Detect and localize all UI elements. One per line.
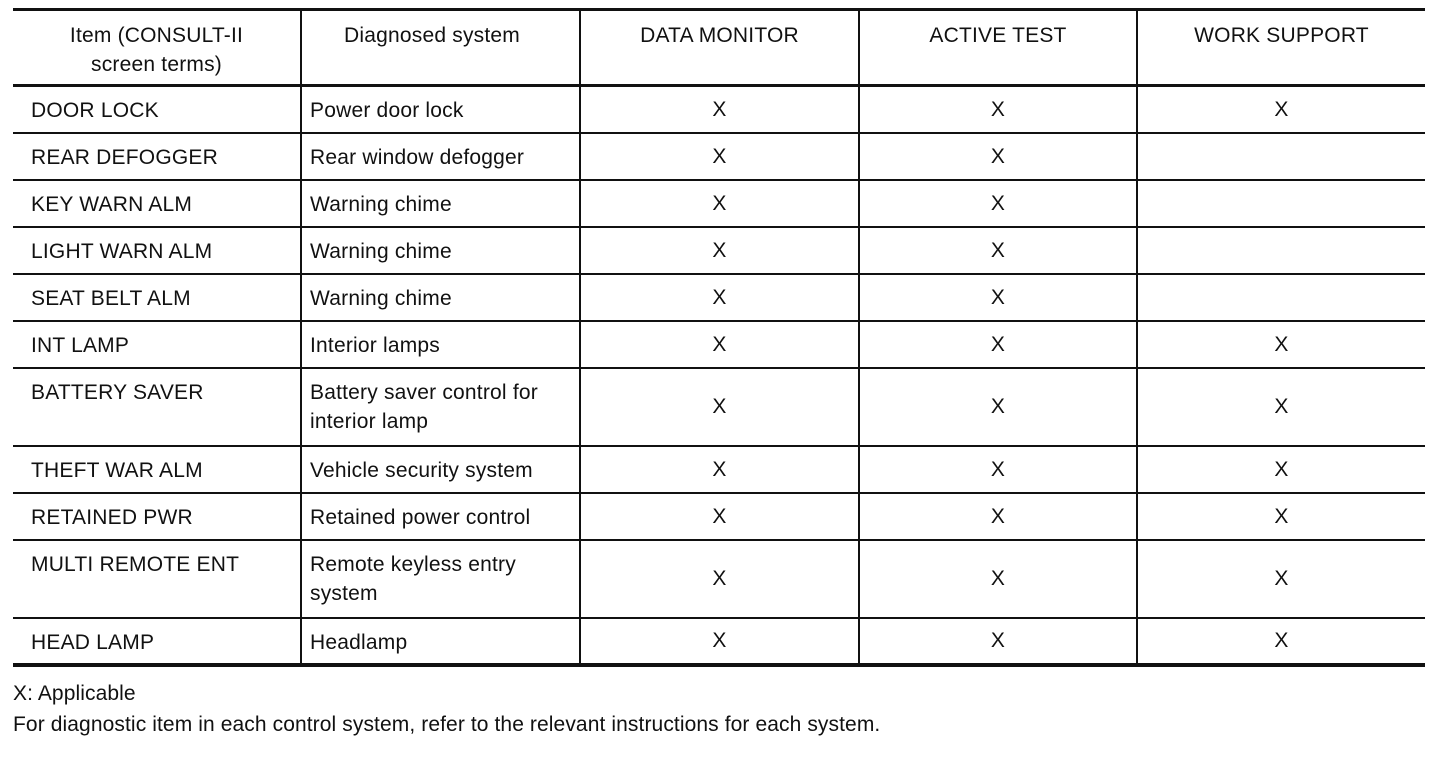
data-monitor-cell: X xyxy=(580,321,859,368)
system-cell: Battery saver control for interior lamp xyxy=(301,368,580,446)
data-monitor-cell: X xyxy=(580,133,859,180)
active-test-cell: X xyxy=(859,368,1137,446)
data-monitor-cell: X xyxy=(580,540,859,618)
active-test-cell: X xyxy=(859,86,1137,133)
item-cell: MULTI REMOTE ENT xyxy=(13,540,301,618)
table-row xyxy=(13,540,1425,618)
active-test-cell: X xyxy=(859,446,1137,493)
work-support-cell: X xyxy=(1137,86,1425,133)
system-cell: Warning chime xyxy=(301,227,580,274)
item-cell: KEY WARN ALM xyxy=(13,180,301,227)
table-row xyxy=(13,321,1425,368)
data-monitor-cell: X xyxy=(580,86,859,133)
data-monitor-cell: X xyxy=(580,227,859,274)
applicable-legend: X: Applicable xyxy=(13,681,136,705)
header-data-monitor: DATA MONITOR xyxy=(580,10,859,86)
work-support-cell: X xyxy=(1137,493,1425,540)
document-page xyxy=(13,8,1425,740)
item-cell: DOOR LOCK xyxy=(13,86,301,133)
system-cell: Warning chime xyxy=(301,274,580,321)
table-row xyxy=(13,86,1425,133)
system-cell: Warning chime xyxy=(301,180,580,227)
table-row xyxy=(13,180,1425,227)
item-cell: INT LAMP xyxy=(13,321,301,368)
work-support-cell: X xyxy=(1137,618,1425,665)
item-cell: REAR DEFOGGER xyxy=(13,133,301,180)
system-cell: Power door lock xyxy=(301,86,580,133)
work-support-cell xyxy=(1137,180,1425,227)
data-monitor-cell: X xyxy=(580,618,859,665)
table-row xyxy=(13,133,1425,180)
work-support-cell: X xyxy=(1137,540,1425,618)
system-cell: Vehicle security system xyxy=(301,446,580,493)
item-cell: BATTERY SAVER xyxy=(13,368,301,446)
header-active-test: ACTIVE TEST xyxy=(859,10,1137,86)
active-test-cell: X xyxy=(859,133,1137,180)
data-monitor-cell: X xyxy=(580,446,859,493)
active-test-cell: X xyxy=(859,618,1137,665)
system-cell: Headlamp xyxy=(301,618,580,665)
data-monitor-cell: X xyxy=(580,368,859,446)
table-row xyxy=(13,368,1425,446)
table-body xyxy=(13,86,1425,665)
active-test-cell: X xyxy=(859,180,1137,227)
header-row xyxy=(13,10,1425,86)
table-notes xyxy=(13,678,1425,740)
item-cell: HEAD LAMP xyxy=(13,618,301,665)
system-cell: Remote keyless entry system xyxy=(301,540,580,618)
header-work-support: WORK SUPPORT xyxy=(1137,10,1425,86)
work-support-cell: X xyxy=(1137,321,1425,368)
data-monitor-cell: X xyxy=(580,180,859,227)
active-test-cell: X xyxy=(859,540,1137,618)
data-monitor-cell: X xyxy=(580,274,859,321)
table-row xyxy=(13,618,1425,665)
item-cell: RETAINED PWR xyxy=(13,493,301,540)
item-cell: LIGHT WARN ALM xyxy=(13,227,301,274)
table-row xyxy=(13,274,1425,321)
item-cell: THEFT WAR ALM xyxy=(13,446,301,493)
item-cell: SEAT BELT ALM xyxy=(13,274,301,321)
work-support-cell: X xyxy=(1137,368,1425,446)
system-cell: Rear window defogger xyxy=(301,133,580,180)
table-header xyxy=(13,10,1425,86)
consult-applicable-items-table xyxy=(13,8,1425,667)
work-support-cell xyxy=(1137,274,1425,321)
instruction-note: For diagnostic item in each control system, refer to the relevant instructions for each system. xyxy=(13,712,881,736)
work-support-cell xyxy=(1137,133,1425,180)
work-support-cell: X xyxy=(1137,446,1425,493)
table-row xyxy=(13,493,1425,540)
table-row xyxy=(13,227,1425,274)
header-item: Item (CONSULT-II screen terms) xyxy=(13,10,301,86)
system-cell: Retained power control xyxy=(301,493,580,540)
header-diagnosed-system: Diagnosed system xyxy=(301,10,580,86)
active-test-cell: X xyxy=(859,274,1137,321)
active-test-cell: X xyxy=(859,493,1137,540)
data-monitor-cell: X xyxy=(580,493,859,540)
active-test-cell: X xyxy=(859,321,1137,368)
work-support-cell xyxy=(1137,227,1425,274)
active-test-cell: X xyxy=(859,227,1137,274)
table-row xyxy=(13,446,1425,493)
system-cell: Interior lamps xyxy=(301,321,580,368)
